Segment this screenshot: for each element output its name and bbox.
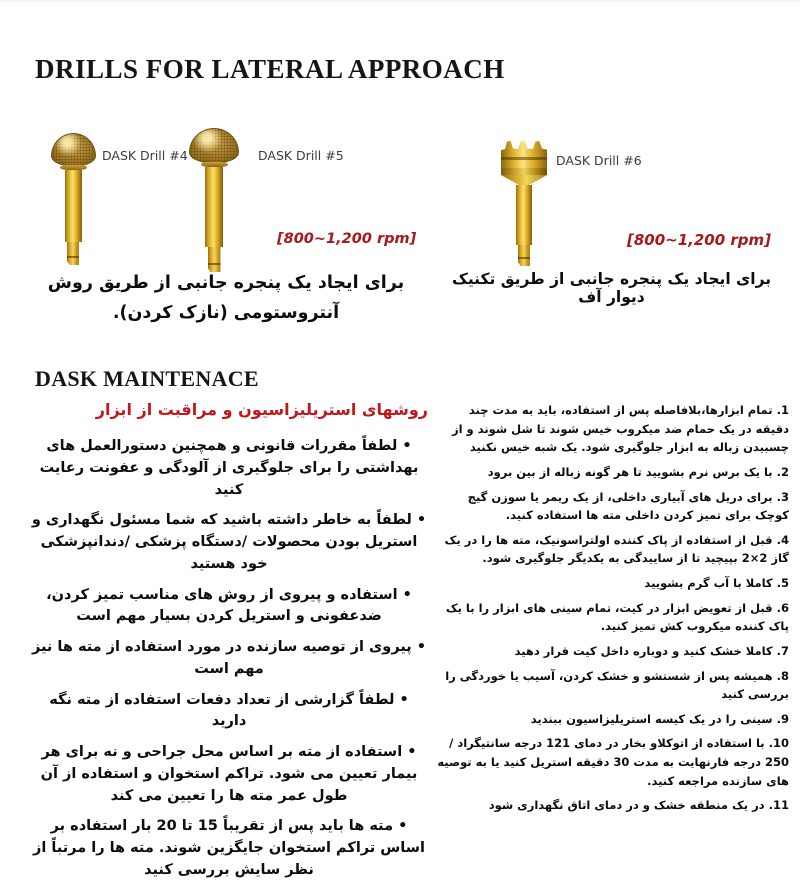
caption-left: [28, 268, 424, 328]
bullet-item: • لطفاً به خاطر داشته باشید که شما مسئول نگهداری و استریل بودن محصولات /دستگاه پزشکی /دندانپزشکی خود هستید: [31, 512, 427, 572]
page-title: DRILLS FOR LATERAL APPROACH: [35, 54, 505, 84]
step-number: 4.: [776, 532, 789, 547]
step-number: 1.: [776, 403, 789, 417]
step-number: 9.: [776, 711, 789, 726]
drill-5-shaft: [205, 167, 223, 247]
step-item: [437, 642, 789, 661]
step-number: 6.: [776, 600, 789, 615]
step-text: برای دریل های آبیاری داخلی، از یک ریمر یا سوزن گیج کوچک برای تمیز کردن داخلی مته ها استفاده کنید.: [467, 489, 789, 523]
step-number: 10.: [768, 736, 789, 751]
step-number: 7.: [776, 643, 789, 658]
drill-6-latch-tip: [518, 245, 530, 266]
bullet-item: • لطفاً گزارشی از تعداد دفعات استفاده از مته نگه دارید: [49, 691, 409, 730]
drill-4-latch-tip: [67, 242, 79, 265]
step-number: 8.: [776, 668, 789, 683]
maintenance-step-list: [437, 401, 789, 821]
step-number: 2.: [776, 464, 789, 479]
maintenance-bullet-list: [30, 436, 428, 891]
drill-4-label: DASK Drill #4: [102, 148, 188, 163]
drill-6-neck-taper: [501, 175, 547, 185]
step-item: [437, 734, 789, 790]
step-item: [437, 531, 789, 568]
drill-4-image: [50, 133, 96, 265]
bullet-item: • پیروی از توصیه سازنده در مورد استفاده از مته ها نیز مهم است: [31, 639, 427, 677]
step-number: 3.: [776, 489, 789, 504]
caption-right: برای ایجاد یک پنجره جانبی از طریق تکنیک دیوار آف: [451, 270, 772, 306]
step-item: [437, 796, 789, 815]
step-item: [437, 574, 789, 593]
maintenance-title: DASK MAINTENACE: [35, 366, 259, 391]
drill-6-image: [501, 141, 547, 266]
step-item: [437, 401, 789, 457]
bullet-item: • استفاده از مته بر اساس محل جراحی و نه برای هر بیمار تعیین می شود. تراکم استخوان و استفاده از آن طول عمر مته ها را تعیین می کند: [40, 744, 418, 804]
rpm-left-label: [800~1,200 rpm]: [277, 231, 417, 247]
maintenance-subtitle: روشهای استریلیزاسیون و مراقبت از ابزار: [95, 400, 428, 419]
step-text: با استفاده از اتوکلاو بخار در دمای 121 درجه سانتیگراد / 250 درجه فارنهایت به مدت 30 دقیقه استریل کنید یا به توصیه های سازنده مراجعه کنید.: [437, 736, 789, 788]
bullet-item: • استفاده و پیروی از روش های مناسب تمیز کردن، ضدعفونی و استریل کردن بسیار مهم است: [46, 586, 412, 625]
step-text: کاملا با آب گرم بشویید: [644, 576, 773, 590]
step-item: [437, 710, 789, 729]
caption-left-line2: آنتروستومی (نازک کردن).: [112, 303, 340, 324]
step-text: همیشه پس از شستشو و خشک کردن، آسیب یا خوردگی را بررسی کنید: [445, 668, 789, 702]
step-item: [437, 667, 789, 704]
step-text: سینی را در یک کیسه استریلیزاسیون ببندید: [530, 711, 773, 726]
step-number: 5.: [776, 576, 789, 590]
bullet-item: • مته ها باید پس از تقریباً 15 تا 20 بار استفاده بر اساس تراکم استخوان جایگزین شوند. مته ها را مرتباً از نظر سایش بررسی کنید: [33, 818, 425, 878]
step-item: [437, 463, 789, 482]
drill-6-label: DASK Drill #6: [556, 153, 642, 168]
drill-5-label: DASK Drill #5: [258, 148, 344, 163]
drill-5-image: [189, 128, 239, 272]
rpm-right-label: [800~1,200 rpm]: [627, 231, 772, 249]
drill-6-flange: [501, 168, 547, 175]
drill-5-dome-head: [189, 128, 239, 163]
drill-6-crown-head: [501, 141, 547, 168]
bullet-item: • لطفاً مقررات قانونی و همچنین دستورالعمل های بهداشتی را برای جلوگیری از آلودگی و عفونت رعایت کنید: [39, 438, 419, 498]
step-item: [437, 488, 789, 525]
caption-left-line1: برای ایجاد یک پنجره جانبی از طریق روش: [47, 273, 405, 293]
drill-6-shaft: [516, 185, 532, 245]
drill-4-shaft: [65, 170, 82, 242]
drill-4-dome-head: [51, 133, 96, 166]
step-text: در یک منطقه خشک و در دمای اتاق نگهداری شود: [488, 798, 765, 813]
step-item: [437, 599, 789, 636]
step-text: قبل از استفاده از پاک کننده اولتراسونیک، مته ها را در یک گاز 2×2 بپیچید تا از ساییدگی به یکدیگر جلوگیری شود.: [444, 532, 789, 566]
step-text: قبل از تعویض ابزار در کیت، تمام سینی های ابزار را با یک پاک کننده میکروب کش تمیز کنید.: [445, 600, 789, 634]
step-number: 11.: [768, 798, 789, 813]
step-text: با یک برس نرم بشویید تا هر گونه زباله از بین برود: [487, 464, 773, 479]
step-text: کاملا خشک کنید و دوباره داخل کیت قرار دهید: [514, 643, 773, 658]
step-text: تمام ابزارها،بلافاصله پس از استفاده، باید به مدت چند دقیقه در یک حمام ضد میکروب خیس شوند تا شل شوند و از چسبیدن زباله به ابزار جلوگیری شود. یک شبه خیس نکنید: [451, 403, 789, 455]
